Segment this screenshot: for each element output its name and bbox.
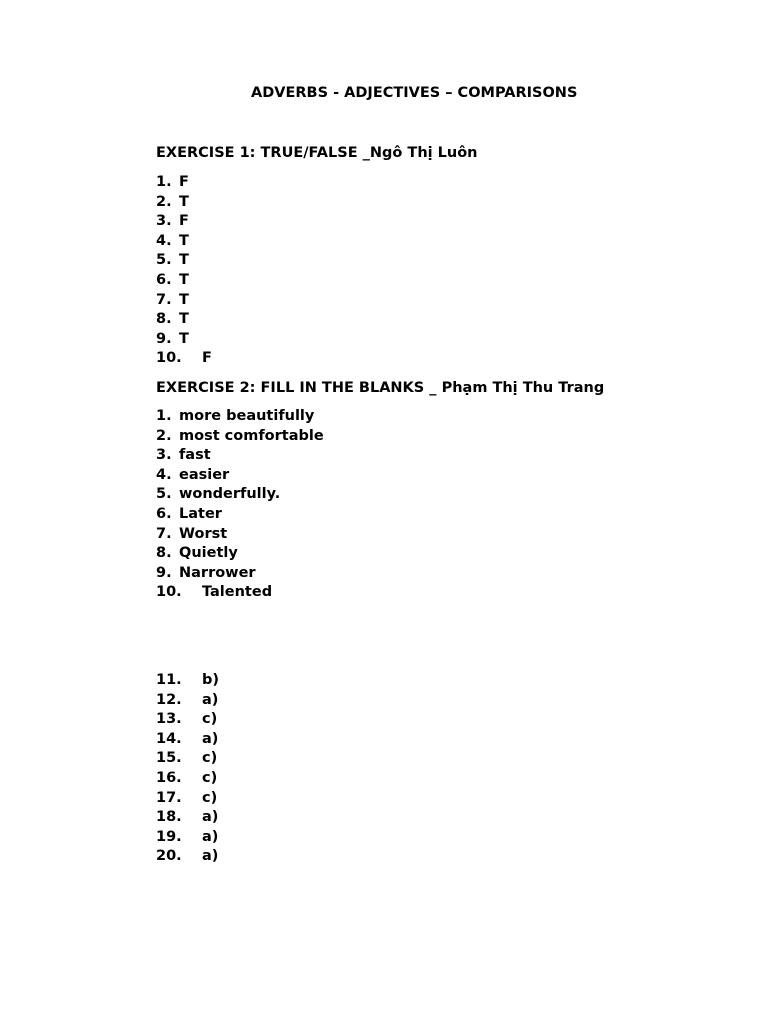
item-answer: T	[179, 193, 189, 210]
item-answer: c)	[202, 769, 218, 786]
item-answer: T	[179, 232, 189, 249]
item-answer: Later	[179, 505, 222, 522]
list-item	[156, 710, 219, 730]
item-answer: T	[179, 291, 189, 308]
list-item	[156, 212, 212, 232]
item-number: 7.	[156, 525, 172, 542]
list-item	[156, 251, 212, 271]
list-item	[156, 466, 324, 486]
exercise1-heading: EXERCISE 1: TRUE/FALSE _Ngô Thị Luôn	[156, 145, 478, 161]
list-item	[156, 232, 212, 252]
item-answer: fast	[179, 447, 211, 464]
list-item	[156, 407, 324, 427]
item-answer: c)	[202, 711, 218, 728]
list-item	[156, 446, 324, 466]
list-item	[156, 730, 219, 750]
item-answer: c)	[202, 750, 218, 767]
item-answer: c)	[202, 789, 218, 806]
item-number: 10.	[156, 584, 182, 601]
item-number: 10.	[156, 350, 182, 367]
item-number: 20.	[156, 848, 182, 865]
document-title: ADVERBS - ADJECTIVES – COMPARISONS	[251, 85, 578, 101]
item-number: 5.	[156, 252, 172, 269]
item-number: 4.	[156, 232, 172, 249]
list-item	[156, 173, 212, 193]
list-item	[156, 505, 324, 525]
list-item	[156, 485, 324, 505]
list-item	[156, 544, 324, 564]
item-answer: a)	[202, 848, 219, 865]
item-number: 5.	[156, 486, 172, 503]
item-number: 4.	[156, 466, 172, 483]
item-number: 1.	[156, 174, 172, 190]
item-number: 9.	[156, 330, 172, 347]
list-item	[156, 671, 219, 691]
item-answer: easier	[179, 466, 230, 483]
list-item	[156, 789, 219, 809]
exercise1-answer-list	[156, 173, 212, 369]
item-answer: Quietly	[179, 545, 238, 562]
item-answer: more beautifully	[179, 408, 315, 424]
item-number: 9.	[156, 564, 172, 581]
item-number: 3.	[156, 213, 172, 230]
list-item	[156, 193, 212, 213]
item-answer: b)	[202, 672, 220, 688]
item-answer: Worst	[179, 525, 228, 542]
list-item	[156, 271, 212, 291]
item-answer: F	[202, 350, 212, 367]
item-answer: F	[179, 213, 189, 230]
item-number: 16.	[156, 769, 182, 786]
list-item	[156, 828, 219, 848]
item-number: 17.	[156, 789, 182, 806]
list-item	[156, 691, 219, 711]
item-number: 3.	[156, 447, 172, 464]
item-answer: a)	[202, 730, 219, 747]
list-item	[156, 291, 212, 311]
item-number: 6.	[156, 505, 172, 522]
list-item	[156, 349, 212, 369]
list-item	[156, 769, 219, 789]
item-number: 19.	[156, 828, 182, 845]
list-item	[156, 847, 219, 867]
item-number: 12.	[156, 691, 182, 708]
item-number: 8.	[156, 545, 172, 562]
item-number: 14.	[156, 730, 182, 747]
item-number: 11.	[156, 672, 182, 688]
item-number: 15.	[156, 750, 182, 767]
item-answer: T	[179, 311, 189, 328]
item-number: 18.	[156, 809, 182, 826]
item-answer: T	[179, 271, 189, 288]
list-item	[156, 583, 324, 603]
list-item	[156, 808, 219, 828]
list-item	[156, 749, 219, 769]
item-number: 13.	[156, 711, 182, 728]
item-answer: Narrower	[179, 564, 256, 581]
exercise2-heading: EXERCISE 2: FILL IN THE BLANKS _ Phạm Thị Thu Trang	[156, 380, 605, 396]
item-number: 2.	[156, 427, 172, 444]
item-answer: a)	[202, 809, 219, 826]
list-item	[156, 564, 324, 584]
item-answer: wonderfully.	[179, 486, 281, 503]
list-item	[156, 310, 212, 330]
item-number: 2.	[156, 193, 172, 210]
item-number: 1.	[156, 408, 172, 424]
list-item	[156, 427, 324, 447]
item-answer: T	[179, 330, 189, 347]
item-answer: F	[179, 174, 189, 190]
item-number: 8.	[156, 311, 172, 328]
list-item	[156, 525, 324, 545]
item-number: 6.	[156, 271, 172, 288]
item-answer: Talented	[202, 584, 273, 601]
item-answer: a)	[202, 691, 219, 708]
exercise2-answer-list	[156, 407, 324, 603]
item-number: 7.	[156, 291, 172, 308]
item-answer: most comfortable	[179, 427, 324, 444]
item-answer: T	[179, 252, 189, 269]
item-answer: a)	[202, 828, 219, 845]
list-item	[156, 330, 212, 350]
exercise3-answer-list	[156, 671, 219, 867]
